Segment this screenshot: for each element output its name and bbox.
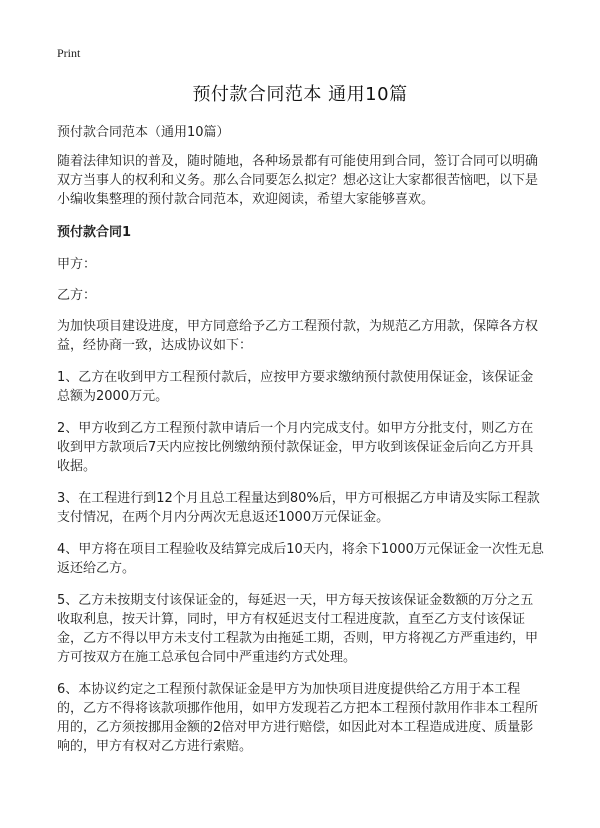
clause-paragraph: 3、在工程进行到12个月且总工程量达到80%后，甲方可根据乙方申请及实际工程款支付情况，在两个月内分两次无息返还1000万元保证金。: [57, 491, 540, 525]
party-a-line: 甲方：: [57, 257, 97, 272]
document-subtitle: 预付款合同范本（通用10篇）: [57, 125, 230, 140]
print-label: Print: [57, 46, 81, 60]
document-body: [57, 123, 545, 769]
preamble-paragraph: 为加快项目建设进度，甲方同意给予乙方工程预付款，为规范乙方用款，保障各方权益，经协商一致，达成协议如下：: [57, 319, 539, 353]
section-heading: 预付款合同1: [57, 225, 132, 240]
clause-paragraph: 5、乙方未按期支付该保证金的，每延迟一天，甲方每天按该保证金数额的万分之五收取利息，按天计算，同时，甲方有权延迟支付工程进度款，直至乙方支付该保证金，乙方不得以甲方未支付工程款为由拖延工期，否则，甲方将视乙方严重违约，甲方可按双方在施工总承包合同中严重违约方式处理。: [57, 593, 539, 665]
intro-paragraph: 随着法律知识的普及，随时随地，各种场景都有可能使用到合同，签订合同可以明确双方当事人的权利和义务。那么合同要怎么拟定？想必这让大家都很苦恼吧，以下是小编收集整理的预付款合同范本，欢迎阅读，希望大家能够喜欢。: [57, 154, 539, 207]
clause-paragraph: 6、本协议约定之工程预付款保证金是甲方为加快项目进度提供给乙方用于本工程的，乙方不得将该款项挪作他用，如甲方发现若乙方把本工程预付款用作非本工程所用的，乙方须按挪用金额的2倍对甲方进行赔偿，如因此对本工程造成进度、质量影响的，甲方有权对乙方进行索赔。: [57, 682, 539, 754]
clause-paragraph: 1、乙方在收到甲方工程预付款后，应按甲方要求缴纳预付款使用保证金，该保证金总额为2000万元。: [57, 370, 534, 404]
document-title: 预付款合同范本 通用10篇: [192, 84, 408, 105]
clause-paragraph: 2、甲方收到乙方工程预付款申请后一个月内完成支付。如甲方分批支付，则乙方在收到甲方款项后7天内应按比例缴纳预付款保证金，甲方收到该保证金后向乙方开具收据。: [57, 421, 534, 474]
clause-paragraph: 4、甲方将在项目工程验收及结算完成后10天内，将余下1000万元保证金一次性无息返还给乙方。: [57, 542, 544, 576]
party-b-line: 乙方：: [57, 288, 97, 303]
